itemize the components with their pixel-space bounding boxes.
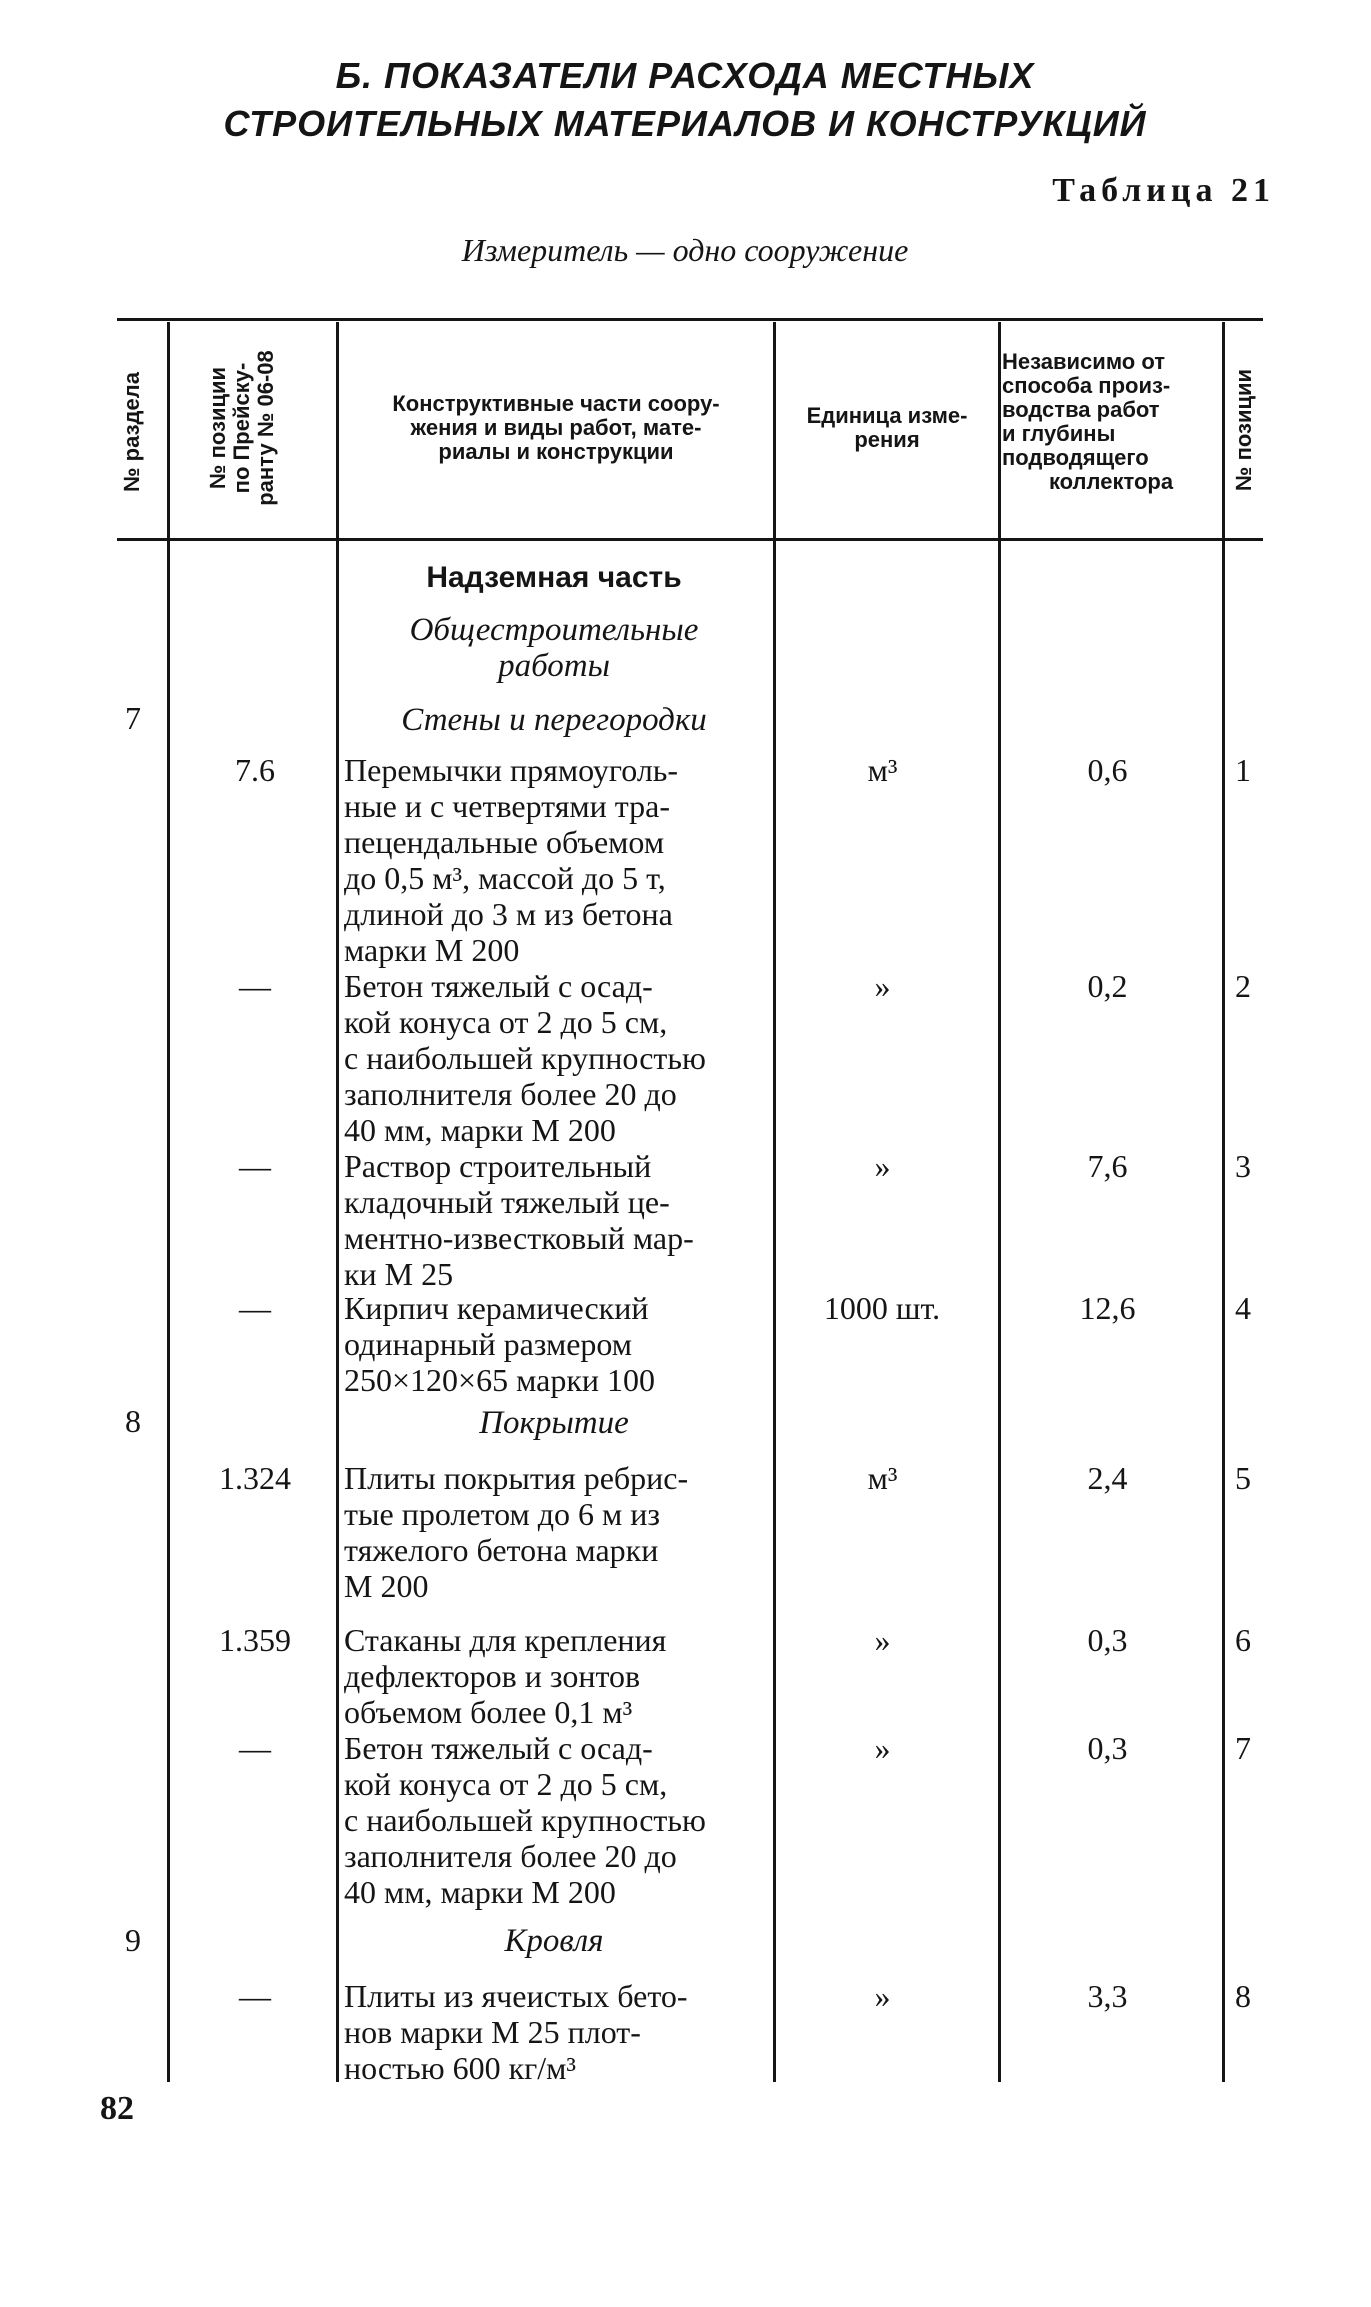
description: Перемычки прямоуголь- ные и с четвертями тра- пецендальные объемом до 0,5 м³, массой до 5 т, длиной до 3 м из бетона марки М 200 bbox=[344, 752, 679, 968]
description: Плиты покрытия ребрис- тые пролетом до 6 м из тяжелого бетона марки М 200 bbox=[344, 1460, 689, 1604]
table-number: Таблица 21 bbox=[1052, 172, 1275, 209]
value: 0,3 bbox=[1087, 1622, 1128, 1658]
position-number: 6 bbox=[1235, 1622, 1251, 1658]
description: Стаканы для крепления дефлекторов и зонтов объемом более 0,1 м³ bbox=[344, 1622, 667, 1730]
unit: м³ bbox=[867, 1460, 898, 1496]
title-line-2: СТРОИТЕЛЬНЫХ МАТЕРИАЛОВ И КОНСТРУКЦИЙ bbox=[223, 103, 1147, 144]
table-top-rule bbox=[117, 318, 1263, 321]
price-position: — bbox=[239, 968, 271, 1004]
value: 0,3 bbox=[1087, 1730, 1128, 1766]
section-number: 9 bbox=[125, 1922, 141, 1958]
value: 12,6 bbox=[1079, 1290, 1136, 1326]
header-bottom-rule bbox=[117, 538, 1263, 541]
column-divider bbox=[998, 322, 1001, 2082]
header-position-no: № позиции bbox=[1231, 368, 1256, 492]
header-value: Независимо от способа произ- водства работ и глубины подводящего коллектора bbox=[1002, 349, 1174, 494]
position-number: 5 bbox=[1235, 1460, 1251, 1496]
page-number: 82 bbox=[100, 2090, 134, 2127]
heading-part: Надземная часть bbox=[426, 561, 682, 594]
position-number: 7 bbox=[1235, 1730, 1251, 1766]
value: 0,6 bbox=[1087, 752, 1128, 788]
value: 7,6 bbox=[1087, 1148, 1128, 1184]
unit: » bbox=[874, 1622, 891, 1658]
position-number: 4 bbox=[1235, 1290, 1251, 1326]
position-number: 3 bbox=[1235, 1148, 1251, 1184]
price-position: 7.6 bbox=[235, 752, 275, 788]
heading-roof-cover: Покрытие bbox=[479, 1405, 629, 1441]
value: 0,2 bbox=[1087, 968, 1128, 1004]
price-position: 1.324 bbox=[219, 1460, 291, 1496]
price-position: — bbox=[239, 1148, 271, 1184]
description: Плиты из ячеистых бето- нов марки М 25 плот- ностью 600 кг/м³ bbox=[344, 1978, 688, 2086]
price-position: — bbox=[239, 1730, 271, 1766]
price-position: — bbox=[239, 1290, 271, 1326]
column-divider bbox=[1222, 322, 1225, 2082]
heading-roofing: Кровля bbox=[504, 1923, 604, 1959]
description: Бетон тяжелый с осад- кой конуса от 2 до 5 см, с наибольшей крупностью заполнителя более 20 до 40 мм, марки М 200 bbox=[344, 1730, 706, 1910]
unit: » bbox=[874, 1730, 891, 1766]
header-unit: Единица изме- рения bbox=[806, 403, 968, 452]
unit: 1000 шт. bbox=[823, 1290, 941, 1326]
price-position: 1.359 bbox=[219, 1622, 291, 1658]
header-description: Конструктивные части соору- жения и виды работ, мате- риалы и конструкции bbox=[392, 391, 720, 464]
description: Кирпич керамический одинарный размером 250×120×65 марки 100 bbox=[344, 1290, 655, 1398]
unit: м³ bbox=[867, 752, 898, 788]
column-divider bbox=[167, 322, 170, 2082]
description: Раствор строительный кладочный тяжелый це- ментно-известковый мар- ки М 25 bbox=[344, 1148, 694, 1292]
measure-caption: Измеритель — одно сооружение bbox=[461, 232, 909, 268]
header-price-position: № позиции по Прейску- ранту № 06-08 bbox=[205, 350, 278, 506]
unit: » bbox=[874, 1148, 891, 1184]
position-number: 8 bbox=[1235, 1978, 1251, 2014]
value: 2,4 bbox=[1087, 1460, 1128, 1496]
page-title bbox=[150, 52, 1220, 148]
description: Бетон тяжелый с осад- кой конуса от 2 до 5 см, с наибольшей крупностью заполнителя более 20 до 40 мм, марки М 200 bbox=[344, 968, 706, 1148]
heading-walls: Стены и перегородки bbox=[401, 702, 707, 738]
position-number: 1 bbox=[1235, 752, 1251, 788]
header-section-no: № раздела bbox=[119, 372, 144, 492]
price-position: — bbox=[239, 1978, 271, 2014]
unit: » bbox=[874, 968, 891, 1004]
title-line-1: Б. ПОКАЗАТЕЛИ РАСХОДА МЕСТНЫХ bbox=[335, 55, 1035, 96]
unit: » bbox=[874, 1978, 891, 2014]
section-number: 8 bbox=[125, 1403, 141, 1439]
section-number: 7 bbox=[125, 700, 141, 736]
heading-works: Общестроительные работы bbox=[409, 612, 699, 684]
position-number: 2 bbox=[1235, 968, 1251, 1004]
value: 3,3 bbox=[1087, 1978, 1128, 2014]
